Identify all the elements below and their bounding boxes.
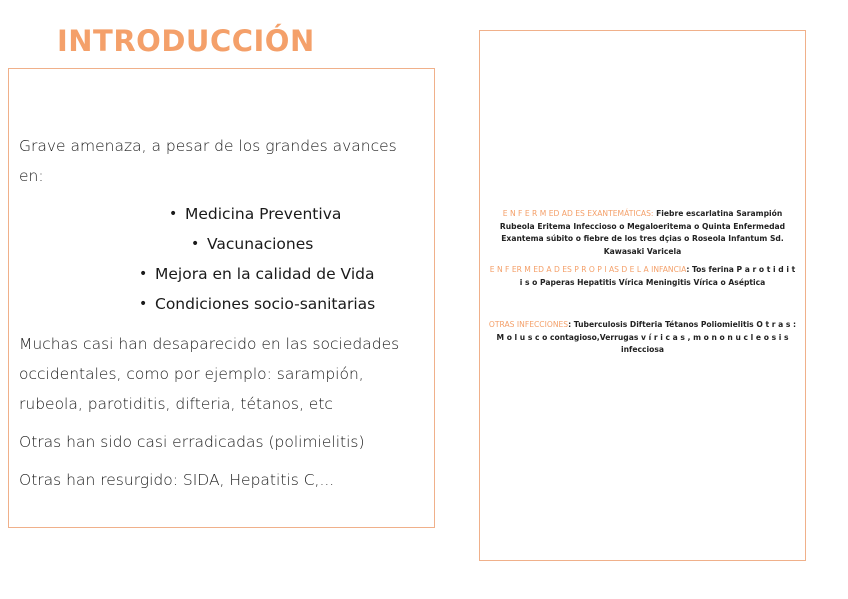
introduction-panel bbox=[8, 68, 435, 528]
paragraph-resurged: Otras han resurgido: SIDA, Hepatitis C,... bbox=[19, 471, 335, 489]
section-text: : Tuberculosis Difteria Tétanos Poliomielitis O t r a s : M o l u s c o contagioso,Verrugas v í r i c a s , m o n o n u c l e o s i s infecciosa bbox=[496, 320, 797, 354]
paragraph-disappeared: Muchas casi han desaparecido en las sociedades occidentales, como por ejemplo: sarampión, rubeola, parotiditis, difteria, tétanos, etc bbox=[19, 335, 400, 413]
section-label: E N F E R M ED AD ES EXANTEMÁTICAS: bbox=[502, 209, 654, 218]
section-other-infections bbox=[488, 319, 797, 357]
page-title: INTRODUCCIÓN bbox=[57, 24, 315, 58]
section-label: E N F ER M ED A D ES P R O P I AS D E L A INFANCIA bbox=[489, 265, 687, 274]
list-item: • Condiciones socio-sanitarias bbox=[19, 289, 418, 319]
section-label: OTRAS INFECCIONES bbox=[488, 320, 569, 329]
advances-list bbox=[19, 199, 418, 319]
section-exanthematic bbox=[488, 208, 797, 258]
section-text: Fiebre escarlatina Sarampión Rubeola Eritema Infeccioso o Megaloeritema o Quinta Enfermedad Exantema súbito o fiebre de los tres dçias o Roseola Infantum Sd. Kawasaki Varicela bbox=[499, 209, 786, 256]
section-childhood bbox=[488, 264, 797, 289]
intro-text: Grave amenaza, a pesar de los grandes avances en: bbox=[19, 137, 397, 185]
list-item: • Mejora en la calidad de Vida bbox=[19, 259, 418, 289]
list-item: • Medicina Preventiva bbox=[19, 199, 418, 229]
list-item: • Vacunaciones bbox=[19, 229, 418, 259]
paragraph-eradicated: Otras han sido casi erradicadas (polimielitis) bbox=[19, 433, 365, 451]
diseases-panel bbox=[479, 30, 806, 561]
section-text: : Tos ferina P a r o t i d i t i s o Paperas Hepatitis Vírica Meningitis Vírica o Aséptica bbox=[519, 265, 796, 287]
